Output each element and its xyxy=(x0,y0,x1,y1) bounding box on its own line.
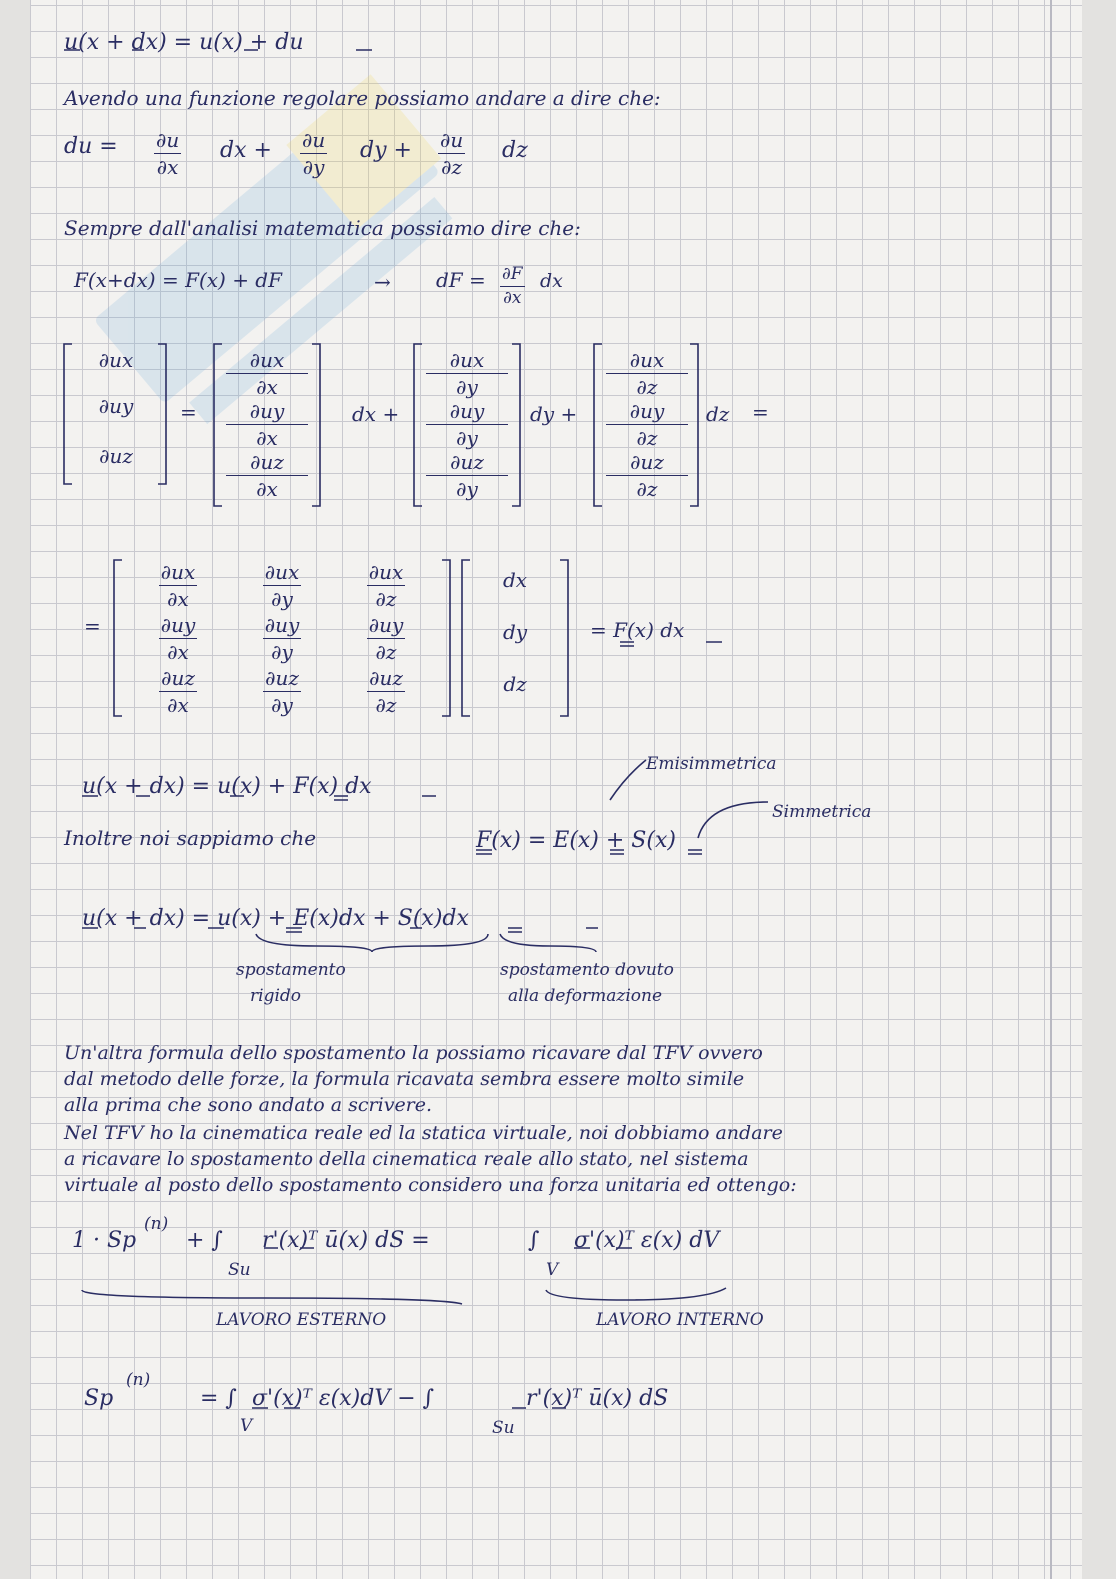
fraction-denominator: ∂y xyxy=(302,155,325,179)
equation-decomposition: F(x) = E(x) + S(x) xyxy=(476,828,676,853)
fraction-numerator: ∂uz xyxy=(226,452,308,476)
label-deformation-1: spostamento dovuto xyxy=(500,960,674,980)
term-dx: dx xyxy=(540,270,563,292)
fraction xyxy=(159,668,197,715)
fraction-du-dx xyxy=(154,130,181,177)
fraction-dF-dx xyxy=(500,266,525,307)
fraction xyxy=(159,615,198,662)
vector-entry: dx xyxy=(502,568,528,592)
fraction xyxy=(159,562,198,609)
jacobian-matrix xyxy=(126,562,438,715)
paragraph-line: Nel TFV ho la cinematica reale ed la statica virtuale, noi dobbiamo andare xyxy=(64,1122,783,1144)
equals-sign: = xyxy=(180,400,197,424)
fraction-denominator: ∂y xyxy=(456,426,478,450)
fraction xyxy=(263,668,301,715)
fraction-denominator: ∂z xyxy=(441,155,463,179)
term-dx: dx + xyxy=(220,138,272,163)
fraction xyxy=(226,350,308,397)
equation-displacement-gradient: u(x + dx) = u(x) + F(x) dx xyxy=(82,774,372,799)
fraction-numerator: ∂uz xyxy=(265,666,299,690)
term-dy: dy + xyxy=(530,402,578,426)
fraction xyxy=(367,562,406,609)
matrix-result: = F(x) dx xyxy=(590,618,685,642)
fraction-denominator: ∂x xyxy=(167,693,189,717)
fraction-denominator: ∂z xyxy=(375,693,397,717)
vector-entry: ∂ux xyxy=(98,348,134,372)
vector-entry: ∂uz xyxy=(99,444,133,468)
formula-external-term: r'(x)ᵀ ū(x) dS = xyxy=(262,1228,430,1253)
column-d-dy xyxy=(426,350,508,499)
fraction-numerator: ∂uy xyxy=(426,401,508,425)
term-dz: dz xyxy=(502,138,528,163)
fraction-numerator: ∂F xyxy=(500,266,525,287)
arrow-implies: → xyxy=(374,270,391,294)
fraction-numerator: ∂uz xyxy=(426,452,508,476)
vector-entry: dz xyxy=(503,672,527,696)
fraction xyxy=(226,401,308,448)
equals-sign: = xyxy=(84,614,101,638)
fraction xyxy=(263,615,302,662)
fraction-numerator: ∂uy xyxy=(606,401,688,425)
fraction-denominator: ∂x xyxy=(156,155,179,179)
formula-sp-lhs: Sp xyxy=(84,1386,114,1411)
label-rigid-2: rigido xyxy=(250,986,301,1006)
annotation-simmetrica: Simmetrica xyxy=(772,802,872,822)
fraction-denominator: ∂z xyxy=(375,640,397,664)
formula-integral: = ∫ xyxy=(200,1386,237,1411)
fraction-numerator: ∂uy xyxy=(264,613,300,637)
matrix-row xyxy=(126,615,438,662)
paragraph-line: a ricavare lo spostamento della cinematica reale allo stato, nel sistema xyxy=(64,1148,749,1170)
formula-internal-term: σ'(x)ᵀ ε(x) dV xyxy=(574,1228,720,1253)
vector-dx xyxy=(474,570,556,704)
label-internal-work: LAVORO INTERNO xyxy=(596,1310,764,1330)
vector-entry: ∂uy xyxy=(98,394,134,418)
fraction-denominator: ∂x xyxy=(256,375,278,399)
vector-entry: dy xyxy=(502,620,528,644)
fraction-numerator: ∂ux xyxy=(368,560,404,584)
equals-sign: = xyxy=(752,400,769,424)
fraction-denominator: ∂x xyxy=(167,640,189,664)
equation-F-expansion: F(x+dx) = F(x) + dF xyxy=(74,268,282,292)
fraction-numerator: ∂ux xyxy=(426,350,508,374)
term-dy: dy + xyxy=(360,138,412,163)
fraction-denominator: ∂x xyxy=(256,477,278,501)
formula-subscript: Su xyxy=(228,1260,251,1280)
matrix-row xyxy=(126,668,438,715)
vector-du xyxy=(76,350,156,486)
formula-subscript: V xyxy=(240,1416,253,1436)
equation-du-lhs: du = xyxy=(64,134,118,159)
formula-integral: ∫ xyxy=(528,1228,540,1253)
paragraph-line: Un'altra formula dello spostamento la possiamo ricavare dal TFV ovvero xyxy=(64,1042,763,1064)
notebook-page xyxy=(30,0,1082,1579)
annotation-emisimmetrica: Emisimmetrica xyxy=(646,754,777,774)
fraction-denominator: ∂x xyxy=(167,587,189,611)
matrix-row xyxy=(126,562,438,609)
fraction xyxy=(263,562,302,609)
fraction-denominator: ∂z xyxy=(636,477,658,501)
fraction-denominator: ∂z xyxy=(375,587,397,611)
fraction-numerator: ∂u xyxy=(440,128,464,152)
fraction-numerator: ∂uz xyxy=(606,452,688,476)
fraction xyxy=(226,452,308,499)
fraction-numerator: ∂ux xyxy=(226,350,308,374)
fraction-denominator: ∂z xyxy=(636,426,658,450)
formula-subscript: Su xyxy=(492,1418,515,1438)
fraction-denominator: ∂y xyxy=(456,375,478,399)
formula-internal-term: σ'(x)ᵀ ε(x)dV − ∫ xyxy=(252,1386,435,1411)
fraction-numerator: ∂uz xyxy=(369,666,403,690)
equation-displacement-split: u(x + dx) = u(x) + E(x)dx + S(x)dx xyxy=(82,906,469,931)
fraction xyxy=(426,350,508,397)
fraction xyxy=(606,452,688,499)
fraction-numerator: ∂uy xyxy=(368,613,404,637)
formula-superscript: (n) xyxy=(126,1370,151,1390)
fraction-numerator: ∂ux xyxy=(264,560,300,584)
paragraph-line: alla prima che sono andato a scrivere. xyxy=(64,1094,433,1116)
text-inoltre: Inoltre noi sappiamo che xyxy=(64,826,317,850)
fraction xyxy=(606,401,688,448)
fraction-denominator: ∂y xyxy=(271,587,293,611)
fraction-denominator: ∂y xyxy=(271,640,293,664)
fraction-denominator: ∂x xyxy=(256,426,278,450)
fraction-du-dz xyxy=(438,130,465,177)
equation-dF-lhs: dF = xyxy=(436,268,486,292)
fraction-denominator: ∂y xyxy=(456,477,478,501)
formula-superscript: (n) xyxy=(144,1214,169,1234)
fraction xyxy=(426,401,508,448)
fraction xyxy=(367,615,406,662)
formula-tfv-lhs: 1 · Sp xyxy=(72,1228,137,1253)
column-d-dx xyxy=(226,350,308,499)
fraction-numerator: ∂ux xyxy=(160,560,196,584)
fraction-numerator: ∂uz xyxy=(161,666,195,690)
label-external-work: LAVORO ESTERNO xyxy=(216,1310,387,1330)
paragraph-line: virtuale al posto dello spostamento considero una forza unitaria ed ottengo: xyxy=(64,1174,797,1196)
fraction xyxy=(426,452,508,499)
fraction-numerator: ∂uy xyxy=(160,613,196,637)
label-rigid-1: spostamento xyxy=(236,960,346,980)
label-deformation-2: alla deformazione xyxy=(508,986,663,1006)
page-margin-line xyxy=(1050,0,1052,1579)
fraction-numerator: ∂uy xyxy=(226,401,308,425)
formula-integral: + ∫ xyxy=(186,1228,223,1253)
column-d-dz xyxy=(606,350,688,499)
fraction-numerator: ∂u xyxy=(302,128,326,152)
fraction-denominator: ∂y xyxy=(271,693,293,717)
formula-external-term: r'(x)ᵀ ū(x) dS xyxy=(526,1386,669,1411)
paragraph-line: dal metodo delle forze, la formula ricavata sembra essere molto simile xyxy=(64,1068,745,1090)
fraction-numerator: ∂ux xyxy=(606,350,688,374)
text-analysis: Sempre dall'analisi matematica possiamo dire che: xyxy=(64,216,581,240)
fraction-du-dy xyxy=(300,130,327,177)
fraction xyxy=(606,350,688,397)
term-dx: dx + xyxy=(352,402,400,426)
fraction-numerator: ∂u xyxy=(156,128,180,152)
fraction xyxy=(367,668,405,715)
formula-subscript: V xyxy=(546,1260,559,1280)
fraction-denominator: ∂x xyxy=(503,288,522,308)
equation-displacement: u(x + dx) = u(x) + du xyxy=(64,30,304,55)
fraction-denominator: ∂z xyxy=(636,375,658,399)
text-regular-function: Avendo una funzione regolare possiamo andare a dire che: xyxy=(64,86,661,110)
term-dz: dz xyxy=(706,402,730,426)
